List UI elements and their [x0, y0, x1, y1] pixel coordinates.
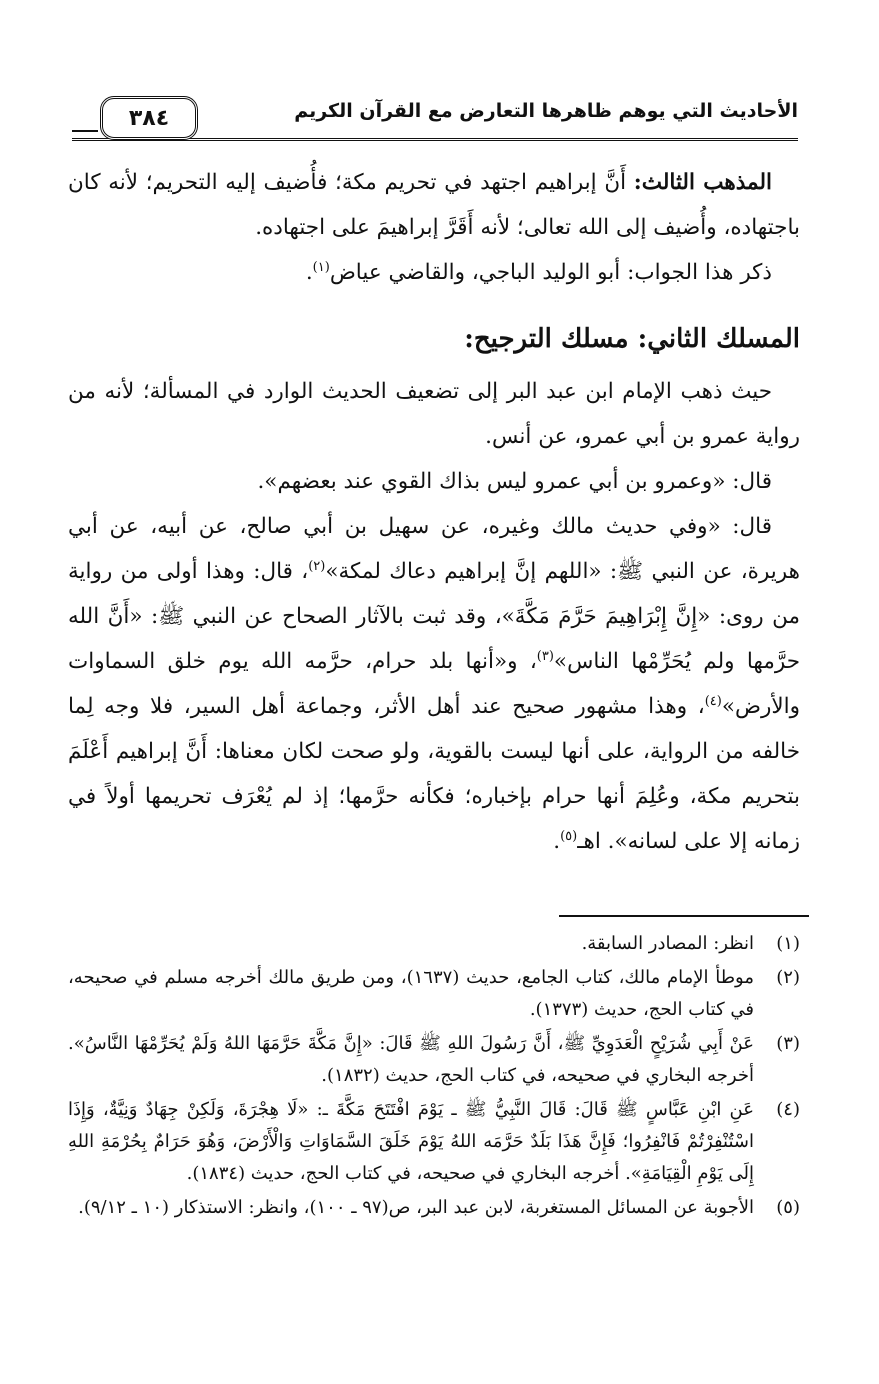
footnote-ref[interactable]: (٤)	[704, 693, 722, 709]
footnote-number: (٥)	[776, 1197, 800, 1218]
paragraph-lead: المذهب الثالث:	[633, 170, 772, 195]
paragraph-text: ، قال: وهذا أولى من رواية من روى: «إِنَّ إِبْرَاهِيمَ حَرَّمَ مَكَّةَ»، وقد ثبت بالآثار الصحاح عن النبي ﷺ: «أَنَّ الله حرَّمها ولم يُحَرِّمْها الناس»	[68, 559, 800, 674]
paragraph-text: ذكر هذا الجواب: أبو الوليد الباجي، والقاضي عياض	[329, 260, 772, 285]
footnote	[68, 1028, 800, 1092]
paragraph: حيث ذهب الإمام ابن عبد البر إلى تضعيف الحديث الوارد في المسألة؛ لأنه من رواية عمرو بن أبي عمرو، عن أنس.	[68, 379, 800, 449]
footnote-ref[interactable]: (٢)	[308, 558, 326, 574]
paragraph-text: ، و«أنها بلد حرام، حرَّمه الله يوم خلق السماوات والأرض»	[68, 649, 800, 719]
footnote-number: (٣)	[776, 1033, 800, 1054]
footnote-text: عَنِ ابْنِ عَبَّاسٍ ﷺ قَالَ: قَالَ النَّبِيُّ ﷺ ـ يَوْمَ افْتَتَحَ مَكَّةَ ـ: «لَا هِجْرَةَ، وَلَكِنْ جِهَادٌ وَنِيَّةٌ، وَإِذَا اسْتُنْفِرْتُمْ فَانْفِرُوا؛ فَإِنَّ هَذَا بَلَدٌ حَرَّمَه اللهُ يَوْمَ خَلَقَ السَّمَاوَاتِ وَالْأَرْضَ، وَهُوَ حَرَامٌ بِحُرْمَةِ اللهِ إِلَى يَوْمِ الْقِيَامَةِ». أخرجه البخاري في صحيحه، في كتاب الحج، حديث (١٨٣٤).	[68, 1099, 754, 1184]
page-header	[72, 96, 798, 146]
page-number: ٣٨٤	[100, 96, 198, 140]
punctuation: .	[305, 260, 313, 285]
paragraph-text: قال: «وفي حديث مالك وغيره، عن سهيل بن أبي صالح، عن أبيه، عن أبي هريرة، عن النبي ﷺ: «اللهم إنَّ إبراهيم دعاك لمكة»	[68, 514, 800, 584]
footnote-text: انظر: المصادر السابقة.	[581, 933, 754, 954]
paragraph: قال: «وعمرو بن أبي عمرو ليس بذاك القوي عند بعضهم».	[257, 469, 772, 494]
paragraph	[68, 160, 800, 250]
footnote	[68, 962, 800, 1026]
footnote-ref[interactable]: (١)	[312, 259, 330, 275]
paragraph-text: أَنَّ إبراهيم اجتهد في تحريم مكة؛ فأُضيف إليه التحريم؛ لأنه كان باجتهاده، وأُضيف إلى الله تعالى؛ لأنه أَقَرَّ إبراهيمَ على اجتهاده.	[68, 170, 800, 240]
footnote	[68, 1192, 800, 1224]
footnote	[68, 928, 800, 960]
header-ornament	[72, 130, 98, 132]
running-title: الأحاديث التي يوهم ظاهرها التعارض مع القرآن الكريم	[294, 100, 798, 122]
footnote-number: (٤)	[776, 1099, 800, 1120]
footnote-separator	[559, 915, 809, 917]
paragraph	[68, 504, 800, 864]
footnote-ref[interactable]: (٣)	[536, 648, 554, 664]
footnote-number: (٢)	[776, 967, 800, 988]
paragraph	[68, 250, 800, 295]
paragraph-text: ، وهذا مشهور صحيح عند أهل الأثر، وجماعة أهل السير، فلا وجه لِما خالفه من الرواية، على أنها ليست بالقوية، ولو صحت لكان معناها: أَنَّ إبراهيم أَعْلَمَ بتحريم مكة، وعُلِمَ أنها حرام بإخباره؛ فكأنه حرَّمها؛ إذ لم يُعْرَف تحريمها أولاً في زمانه إلا على لسانه». اهـ	[68, 694, 800, 854]
footnote	[68, 1094, 800, 1190]
footnote-ref[interactable]: (٥)	[560, 828, 578, 844]
main-text	[68, 160, 800, 864]
footnotes	[68, 928, 800, 1226]
footnote-text: عَنْ أَبِي شُرَيْحٍ الْعَدَوِيِّ ﷺ، أَنَّ رَسُولَ اللهِ ﷺ قَالَ: «إِنَّ مَكَّةَ حَرَّمَهَا اللهُ وَلَمْ يُحَرِّمْهَا النَّاسُ». أخرجه البخاري في صحيحه، في كتاب الحج، حديث (١٨٣٢).	[68, 1033, 754, 1086]
footnote-number: (١)	[776, 933, 800, 954]
punctuation: .	[553, 829, 561, 854]
footnote-text: موطأ الإمام مالك، كتاب الجامع، حديث (١٦٣٧)، ومن طريق مالك أخرجه مسلم في صحيحه، في كتاب الحج، حديث (١٣٧٣).	[68, 967, 754, 1020]
section-heading: المسلك الثاني: مسلك الترجيح:	[464, 324, 800, 354]
footnote-text: الأجوبة عن المسائل المستغربة، لابن عبد البر، ص(٩٧ ـ ١٠٠)، وانظر: الاستذكار (١٠ ـ ٩/١٢).	[78, 1197, 754, 1218]
